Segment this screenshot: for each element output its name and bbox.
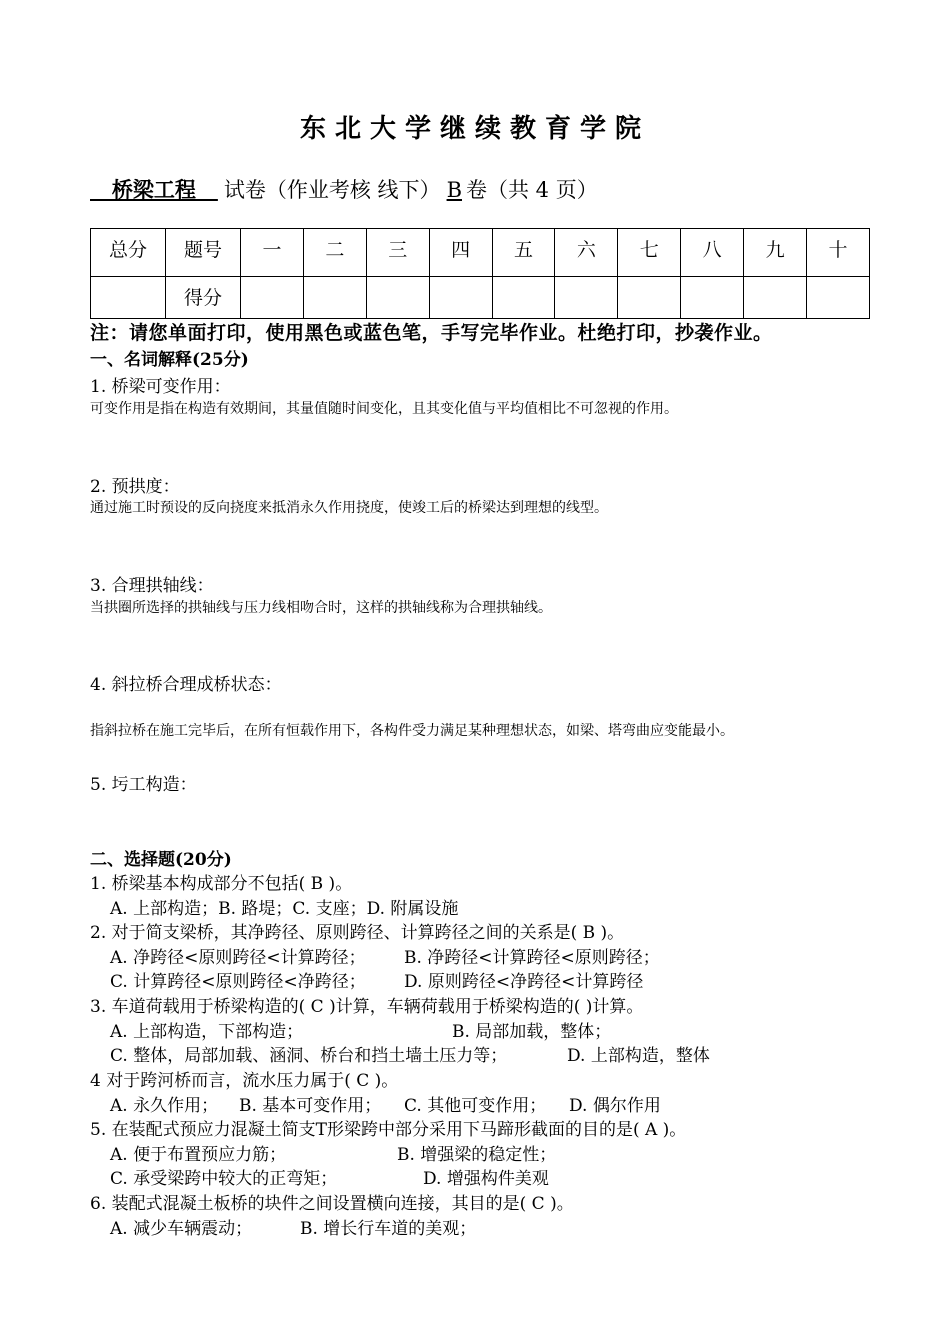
question: 2. 预拱度： xyxy=(90,477,180,497)
table-cell xyxy=(91,277,166,319)
question: 6. 装配式混凝土板桥的块件之间设置横向连接，其目的是( C )。 xyxy=(90,1194,574,1214)
table-cell xyxy=(807,277,870,319)
table-row xyxy=(91,229,870,277)
table-cell xyxy=(366,277,429,319)
section-heading: 一、名词解释(25分) xyxy=(90,350,249,370)
table-cell: 六 xyxy=(555,229,618,277)
table-row xyxy=(91,277,870,319)
option: A. 上部构造，下部构造； xyxy=(110,1022,304,1042)
option: C. 承受梁跨中较大的正弯矩； xyxy=(110,1169,338,1189)
option: C. 其他可变作用； xyxy=(404,1096,547,1116)
option: B. 局部加载，整体； xyxy=(452,1022,612,1042)
question: 2. 对于简支梁桥，其净跨径、原则跨径、计算跨径之间的关系是( B )。 xyxy=(90,923,625,943)
answer: 指斜拉桥在施工完毕后，在所有恒载作用下，各构件受力满足某种理想状态，如梁、塔弯曲应变能最小。 xyxy=(90,723,734,739)
table-cell: 题号 xyxy=(166,229,241,277)
option: D. 上部构造，整体 xyxy=(567,1046,710,1066)
question: 3. 合理拱轴线： xyxy=(90,576,214,596)
table-cell: 一 xyxy=(241,229,304,277)
table-cell: 得分 xyxy=(166,277,241,319)
answer: 通过施工时预设的反向挠度来抵消永久作用挠度，使竣工后的桥梁达到理想的线型。 xyxy=(90,500,608,516)
table-cell xyxy=(555,277,618,319)
instruction-note: 注：请您单面打印，使用黑色或蓝色笔，手写完毕作业。杜绝打印，抄袭作业。 xyxy=(90,322,773,344)
table-cell: 三 xyxy=(366,229,429,277)
table-cell xyxy=(618,277,681,319)
table-cell xyxy=(241,277,304,319)
question: 4 对于跨河桥而言，流水压力属于( C )。 xyxy=(90,1071,399,1091)
options: A. 上部构造；B. 路堤；C. 支座；D. 附属设施 xyxy=(110,899,459,919)
option: D. 偶尔作用 xyxy=(569,1096,661,1116)
page-count: 卷（共 4 页） xyxy=(466,178,598,202)
option: C. 计算跨径<原则跨径<净跨径； xyxy=(110,972,366,992)
table-cell xyxy=(744,277,807,319)
question: 5. 在装配式预应力混凝土简支T形梁跨中部分采用下马蹄形截面的目的是( A )。 xyxy=(90,1120,687,1140)
section-heading: 二、选择题(20分) xyxy=(90,850,232,870)
question: 5. 圬工构造： xyxy=(90,775,197,795)
table-cell xyxy=(303,277,366,319)
question: 3. 车道荷载用于桥梁构造的( C )计算，车辆荷载用于桥梁构造的( )计算。 xyxy=(90,997,644,1017)
question: 4. 斜拉桥合理成桥状态： xyxy=(90,675,282,695)
question: 1. 桥梁可变作用： xyxy=(90,377,231,397)
option: B. 增强梁的稳定性； xyxy=(397,1145,557,1165)
table-cell: 十 xyxy=(807,229,870,277)
table-cell xyxy=(492,277,555,319)
option: A. 净跨径<原则跨径<计算跨径； xyxy=(110,948,366,968)
table-cell: 八 xyxy=(681,229,744,277)
table-cell xyxy=(429,277,492,319)
table-cell: 二 xyxy=(303,229,366,277)
option: D. 增强构件美观 xyxy=(423,1169,549,1189)
answer: 可变作用是指在构造有效期间，其量值随时间变化，且其变化值与平均值相比不可忽视的作用。 xyxy=(90,401,678,417)
table-cell: 九 xyxy=(744,229,807,277)
page-title: 东北大学继续教育学院 xyxy=(299,114,650,144)
option: C. 整体，局部加载、涵洞、桥台和挡土墙土压力等； xyxy=(110,1046,508,1066)
table-cell xyxy=(681,277,744,319)
answer: 当拱圈所选择的拱轴线与压力线相吻合时，这样的拱轴线称为合理拱轴线。 xyxy=(90,600,552,616)
table-cell: 总分 xyxy=(91,229,166,277)
exam-subtitle xyxy=(90,174,598,204)
option: A. 便于布置预应力筋； xyxy=(110,1145,287,1165)
score-table xyxy=(90,228,870,319)
option: A. 永久作用； xyxy=(110,1096,219,1116)
option: A. 减少车辆震动； xyxy=(110,1219,253,1239)
paper-version: B xyxy=(446,178,462,202)
course-name: 桥梁工程 xyxy=(90,177,218,202)
option: B. 基本可变作用； xyxy=(239,1096,382,1116)
option: B. 增长行车道的美观； xyxy=(300,1219,477,1239)
table-cell: 七 xyxy=(618,229,681,277)
question: 1. 桥梁基本构成部分不包括( B )。 xyxy=(90,874,353,894)
table-cell: 五 xyxy=(492,229,555,277)
option: B. 净跨径<计算跨径<原则跨径； xyxy=(404,948,660,968)
table-cell: 四 xyxy=(429,229,492,277)
option: D. 原则跨径<净跨径<计算跨径 xyxy=(404,972,644,992)
paper-type: 试卷（作业考核 线下） xyxy=(223,178,441,202)
